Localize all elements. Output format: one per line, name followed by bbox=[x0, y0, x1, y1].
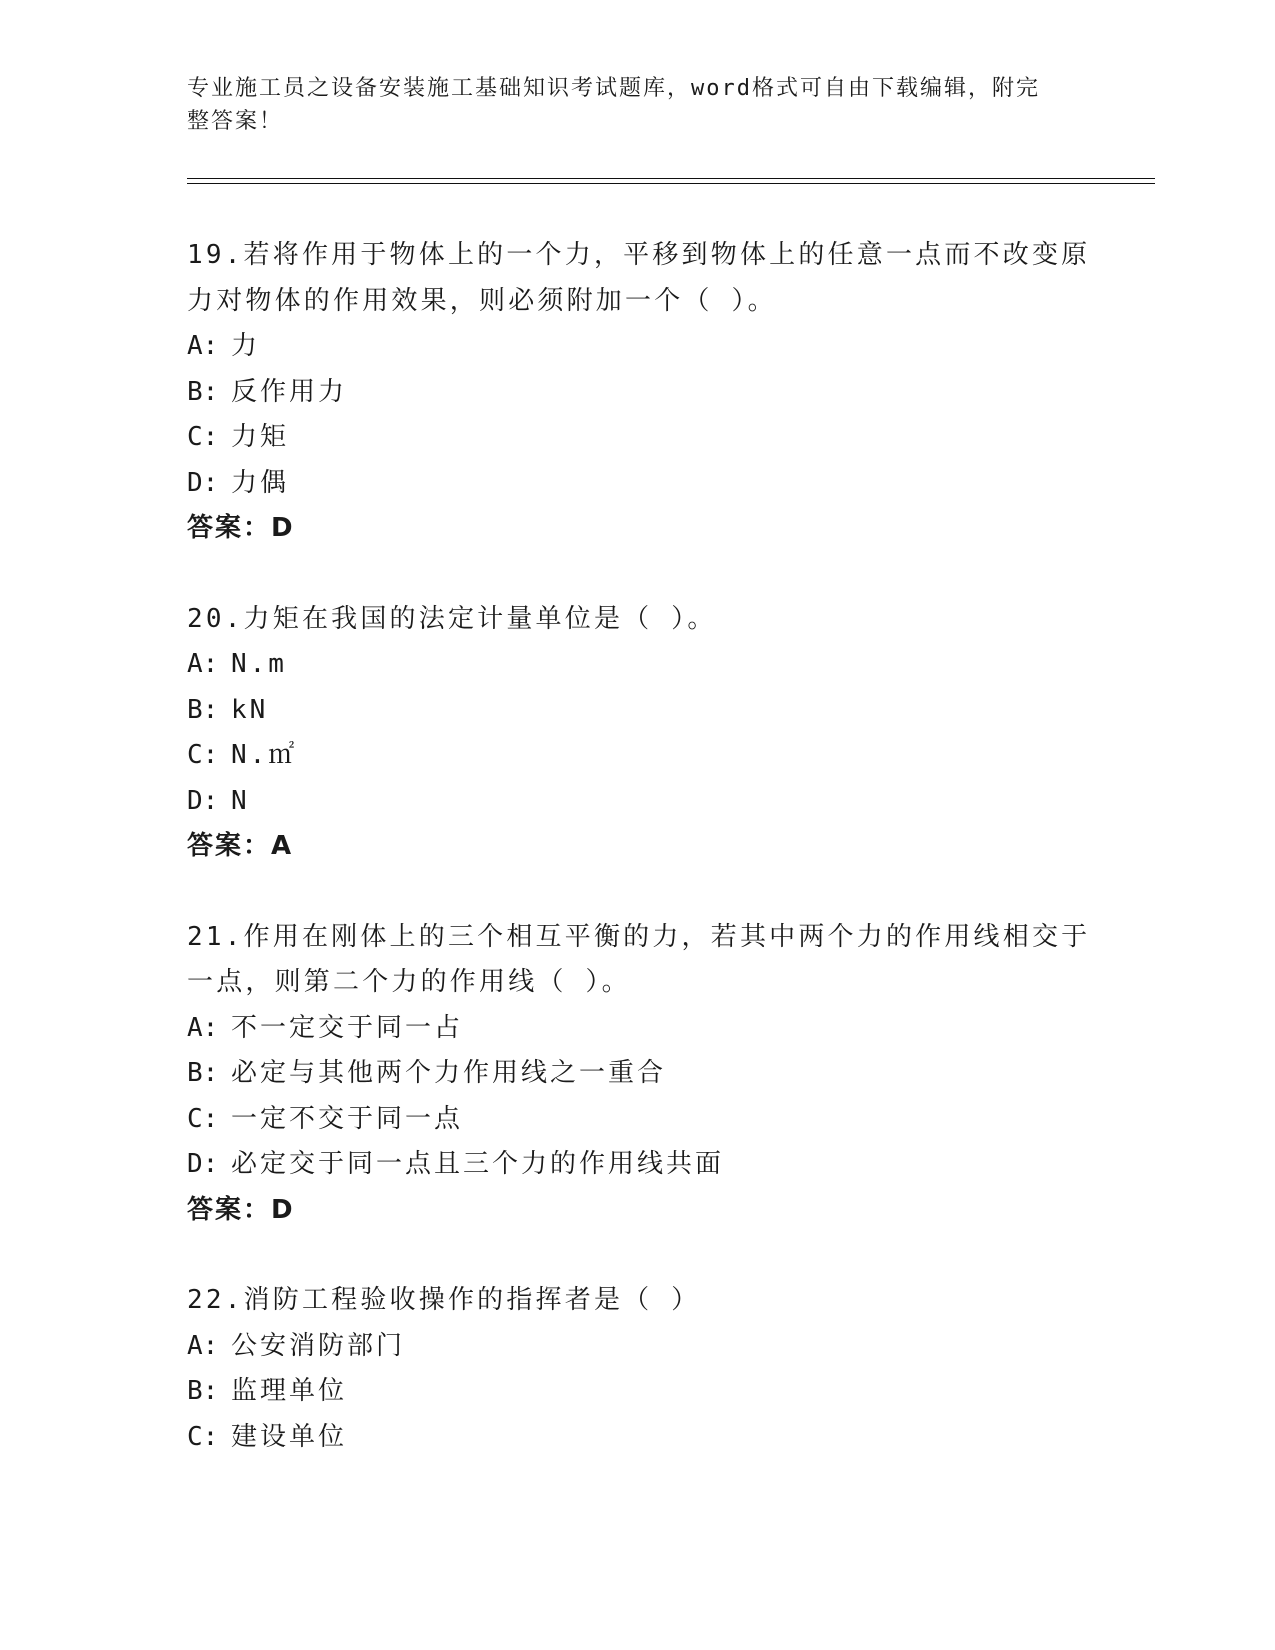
option-label: B: bbox=[187, 376, 219, 407]
option-text: kN bbox=[231, 694, 269, 725]
option-b bbox=[187, 1369, 1087, 1415]
option-label: A: bbox=[187, 1012, 219, 1043]
question-stem bbox=[187, 1278, 1087, 1324]
option-label: A: bbox=[187, 649, 219, 679]
option-text: 必定与其他两个力作用线之一重合 bbox=[231, 1058, 667, 1088]
option-b bbox=[187, 688, 1087, 734]
option-label: D: bbox=[187, 785, 219, 816]
option-text: 不一定交于同一占 bbox=[231, 1012, 464, 1043]
option-a bbox=[187, 1006, 1087, 1052]
stem-line: 一点，则第二个力的作用线（ ）。 bbox=[187, 967, 631, 997]
option-text: N bbox=[231, 785, 250, 816]
option-d bbox=[187, 779, 1087, 825]
header-divider-bottom bbox=[187, 183, 1155, 184]
option-text: 反作用力 bbox=[231, 376, 348, 407]
option-label: C: bbox=[187, 740, 219, 770]
option-c bbox=[187, 1415, 1087, 1461]
option-label: D: bbox=[187, 1149, 219, 1179]
option-label: A: bbox=[187, 1330, 219, 1361]
option-text: 力偶 bbox=[231, 467, 290, 498]
stem-line: 19.若将作用于物体上的一个力，平移到物体上的任意一点而不改变原 bbox=[187, 240, 1091, 270]
option-label: A: bbox=[187, 331, 219, 361]
question-stem bbox=[187, 597, 1087, 643]
option-c bbox=[187, 415, 1087, 461]
option-label: D: bbox=[187, 467, 219, 498]
stem-line: 21.作用在刚体上的三个相互平衡的力，若其中两个力的作用线相交于 bbox=[187, 921, 1091, 952]
option-text: 建设单位 bbox=[231, 1421, 348, 1452]
answer: 答案：D bbox=[187, 513, 295, 543]
answer: 答案：A bbox=[187, 831, 294, 861]
option-text: 监理单位 bbox=[231, 1376, 348, 1406]
stem-line: 22.消防工程验收操作的指挥者是（ ） bbox=[187, 1285, 701, 1315]
document-header bbox=[187, 72, 1087, 138]
option-c bbox=[187, 1097, 1087, 1143]
option-label: B: bbox=[187, 694, 219, 725]
question-19 bbox=[187, 233, 1091, 552]
stem-line: 20.力矩在我国的法定计量单位是（ ）。 bbox=[187, 603, 717, 634]
option-a bbox=[187, 1324, 1087, 1370]
option-text: 力 bbox=[231, 331, 261, 361]
question-20 bbox=[187, 597, 1087, 870]
header-line-1: 专业施工员之设备安装施工基础知识考试题库，word格式可自由下载编辑，附完 bbox=[187, 76, 1040, 101]
header-line-2: 整答案！ bbox=[187, 109, 284, 134]
question-22 bbox=[187, 1278, 1087, 1460]
option-a bbox=[187, 324, 1087, 370]
header-divider-top bbox=[187, 178, 1155, 179]
option-label: C: bbox=[187, 1103, 219, 1134]
answer: 答案：D bbox=[187, 1194, 295, 1225]
option-b bbox=[187, 1051, 1087, 1097]
option-text: 公安消防部门 bbox=[231, 1330, 406, 1361]
question-stem bbox=[187, 233, 1091, 324]
stem-line: 力对物体的作用效果，则必须附加一个（ ）。 bbox=[187, 285, 777, 316]
option-b bbox=[187, 370, 1087, 416]
question-stem bbox=[187, 915, 1091, 1006]
option-d bbox=[187, 1142, 1087, 1188]
option-text: N.㎡ bbox=[231, 740, 298, 770]
option-c bbox=[187, 733, 1087, 779]
option-label: C: bbox=[187, 422, 219, 452]
question-list bbox=[187, 233, 1091, 1505]
question-21 bbox=[187, 915, 1091, 1234]
option-label: C: bbox=[187, 1421, 219, 1452]
option-text: N.m bbox=[231, 649, 287, 679]
option-label: B: bbox=[187, 1058, 219, 1088]
option-a bbox=[187, 642, 1087, 688]
option-text: 必定交于同一点且三个力的作用线共面 bbox=[231, 1149, 725, 1179]
option-d bbox=[187, 461, 1087, 507]
option-text: 力矩 bbox=[231, 422, 290, 452]
option-text: 一定不交于同一点 bbox=[231, 1103, 464, 1134]
option-label: B: bbox=[187, 1376, 219, 1406]
